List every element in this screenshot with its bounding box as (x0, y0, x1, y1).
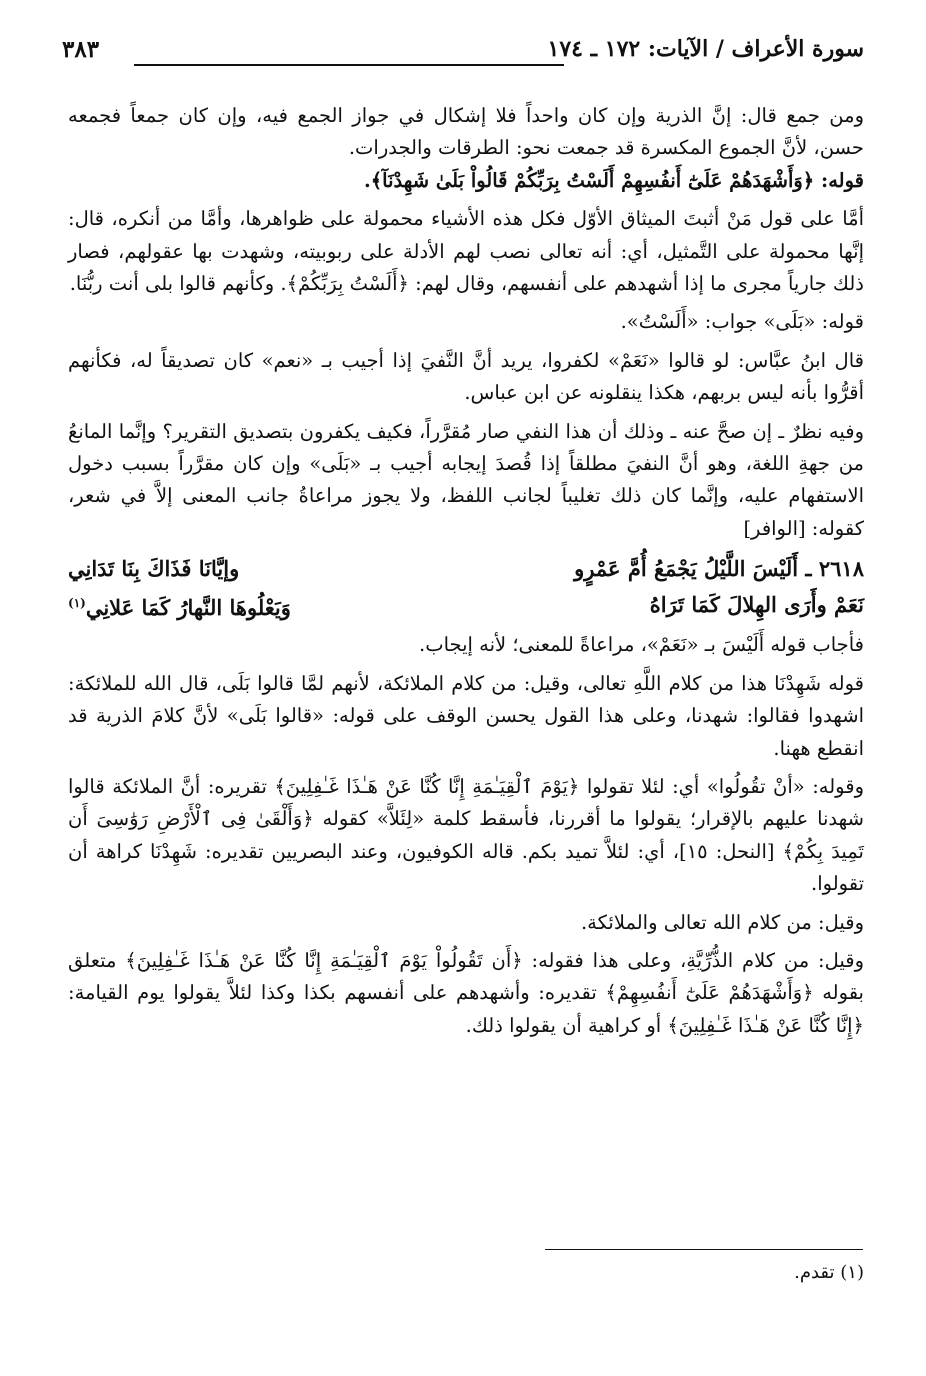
page-number: ٣٨٣ (62, 36, 100, 63)
main-text (68, 100, 864, 1042)
poem-text: وَيَعْلُوهَا النَّهارُ كَمَا عَلانِي (85, 594, 291, 620)
running-title: سورة الأعراف / الآيات: ١٧٢ ـ ١٧٤ (547, 36, 864, 62)
poem-hemistich-right: نَعَمْ وأَرَى الهِلالَ كَمَا تَرَاهُ (649, 592, 864, 618)
quran-verse-line: قوله: ﴿وَأَشْهَدَهُمْ عَلَىٰٓ أَنفُسِهِمْ أَلَسْتُ بِرَبِّكُمْ قَالُواْ بَلَىٰ شَهِدْنَآ﴾. (363, 168, 864, 192)
paragraph: قوله شَهِدْنَا هذا من كلام اللَّهِ تعالى، وقيل: من كلام الملائكة، لأنهم لمَّا قالوا بَلَى، قال الله للملائكة: اشهدوا فقالوا: شهدنا، وعلى هذا القول يحسن الوقف على قوله: «قالوا بَلَى» لأنَّ كلامَ الذرية قد انقطع ههنا. (68, 671, 864, 760)
paragraph: قوله: «بَلَى» جواب: «أَلَسْتُ». (620, 310, 864, 334)
poem-hemistich-left (68, 587, 291, 624)
paragraph: أمَّا على قول مَنْ أثبتَ الميثاق الأوّل فكل هذه الأشياء محمولة على ظواهرها، وأمَّا من أنكره، قال: إنَّها محمولة على التَّمثيل، أي: أنه تعالى نصب لهم الأدلة على ربوبيته، وشهدت بها عقولهم، فصار ذلك جارياً مجرى ما إذا أشهدهم على أنفسهم، وقال لهم: ﴿أَلَسْتُ بِرَبِّكُمْ﴾. وكأنهم قالوا بلى أنت ربُّنَا. (68, 207, 864, 296)
paragraph: وقيل: من كلام الذُّرِّيَّةِ، وعلى هذا فقوله: ﴿أَن تَقُولُواْ يَوْمَ ٱلْقِيَـٰمَةِ إِنَّا كُنَّا عَنْ هَـٰذَا غَـٰفِلِينَ﴾ متعلق بقوله ﴿وَأَشْهَدَهُمْ عَلَىٰٓ أَنفُسِهِمْ﴾ تقديره: وأشهدهم على أنفسهم بكذا وكذا لئلاَّ يقولوا يوم القيامة: ﴿إِنَّا كُنَّا عَنْ هَـٰذَا غَـٰفِلِينَ﴾ أو كراهية أن يقولوا ذلك. (68, 948, 864, 1037)
poem-line-1 (68, 551, 864, 587)
poem-line-2 (68, 587, 864, 623)
footnote: (١) تقدم. (794, 1262, 864, 1283)
paragraph: وفيه نظرٌ ـ إن صحَّ عنه ـ وذلك أن هذا النفي صار مُقرَّراً، فكيف يكفرون بتصديق التقرير؟ وإنَّما المانعُ من جهةِ اللغة، وهو أنَّ النفيَ مطلقاً إذا قُصدَ إيجابه أجيب بـ «بَلَى» وإن كان مقرَّراً بسبب دخول الاستفهام عليه، وإنَّما كان ذلك تغليباً لجانب اللفظ، ولا يجوز مراعاةُ جانب المعنى إلاَّ في شعر، كقوله: [الوافر] (68, 419, 864, 540)
page-header (62, 30, 864, 80)
footnote-divider (545, 1249, 863, 1250)
paragraph: فأجاب قوله أَلَيْسَ بـ «نَعَمْ»، مراعاةً للمعنى؛ لأنه إيجاب. (419, 633, 864, 657)
paragraph: قال ابنُ عبَّاس: لو قالوا «نَعَمْ» لكفروا، يريد أنَّ النَّفيَ إذا أجيب بـ «نعم» كان تصديقاً له، فكأنهم أقرُّوا بأنه ليس بربهم، هكذا ينقلونه عن ابن عباس. (68, 348, 864, 405)
poem-verses (68, 551, 864, 623)
poem-hemistich-right: ٢٦١٨ ـ أَلَيْسَ اللَّيْلُ يَجْمَعُ أُمَّ عَمْرٍو (574, 556, 864, 582)
paragraph: وقوله: «أنْ تقُولُوا» أي: لئلا تقولوا ﴿يَوْمَ ٱلْقِيَـٰمَةِ إِنَّا كُنَّا عَنْ هَـٰذَا غَـٰفِلِينَ﴾ تقريره: أنَّ الملائكة قالوا شهدنا عليهم بالإقرار؛ يقولوا ما أقررنا، فأسقط كلمة «لِئَلاَّ» كقوله ﴿وَأَلْقَىٰ فِى ٱلْأَرْضِ رَوَٰسِىَ أَن تَمِيدَ بِكُمْ﴾ [النحل: ١٥]، أي: لئلاَّ تميد بكم. قاله الكوفيون، وعند البصريين تقديره: شَهِدْنَا كراهة أن تقولوا. (68, 774, 864, 896)
paragraph: وقيل: من كلام الله تعالى والملائكة. (580, 910, 864, 934)
header-rule (134, 64, 564, 66)
paragraph: ومن جمع قال: إنَّ الذرية وإن كان واحداً فلا إشكال في جواز الجمع فيه، وإن كان جمعاً فجمعه حسن، لأنَّ الجموع المكسرة قد جمعت نحو: الطرقات والجدرات. (68, 104, 864, 160)
footnote-marker: (١) (68, 595, 86, 610)
poem-hemistich-left: وإيَّانَا فَذَاكَ بِنَا تَدَانِي (68, 556, 240, 582)
